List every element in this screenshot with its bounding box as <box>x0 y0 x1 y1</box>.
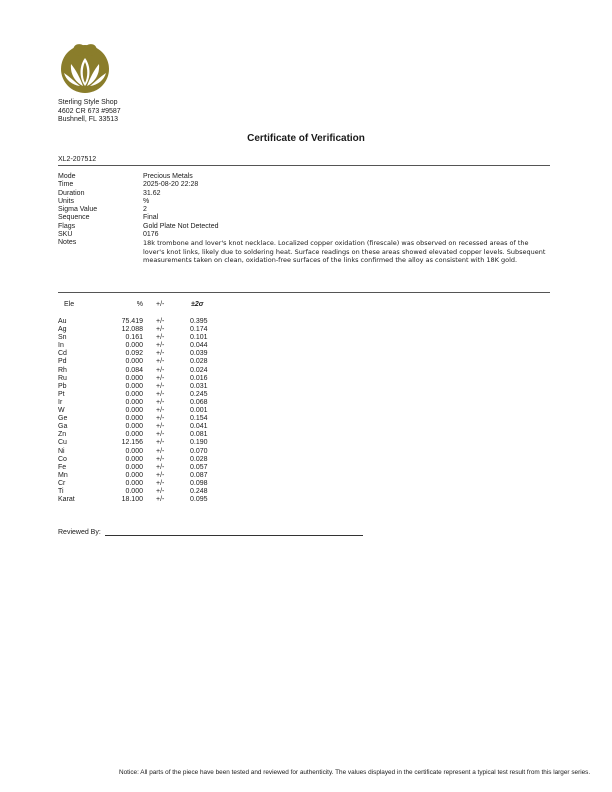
table-row <box>58 415 230 423</box>
element-symbol: Zn <box>58 431 67 439</box>
shop-name: Sterling Style Shop <box>58 99 118 106</box>
element-plusminus: +/- <box>156 463 165 471</box>
element-percent: 0.000 <box>125 407 143 415</box>
element-sigma: 0.041 <box>190 423 208 431</box>
table-row <box>58 456 230 464</box>
table-row <box>58 358 230 366</box>
element-percent: 0.000 <box>125 342 143 350</box>
element-sigma: 0.248 <box>190 487 208 495</box>
meta-label: Mode <box>58 173 76 180</box>
reference-number: XL2-207512 <box>58 156 97 163</box>
element-symbol: Ge <box>58 415 68 423</box>
meta-row-sigma <box>58 206 550 214</box>
element-sigma: 0.095 <box>190 496 208 504</box>
meta-value: % <box>143 197 150 205</box>
element-plusminus: +/- <box>156 390 165 398</box>
table-row <box>58 464 230 472</box>
element-percent: 0.000 <box>125 447 143 455</box>
element-percent: 0.000 <box>125 390 143 398</box>
element-percent: 75.419 <box>121 318 143 325</box>
element-sigma: 0.039 <box>190 350 208 358</box>
element-sigma: 0.028 <box>190 358 208 366</box>
element-sigma: 0.068 <box>190 398 208 406</box>
element-plusminus: +/- <box>156 471 165 479</box>
element-table <box>58 301 230 504</box>
header-sigma: ±2σ <box>191 301 204 308</box>
header-pct: % <box>136 301 143 308</box>
table-row <box>58 375 230 383</box>
element-sigma: 0.081 <box>190 431 208 439</box>
element-symbol: Cr <box>58 479 66 487</box>
element-percent: 0.000 <box>125 471 143 479</box>
element-symbol: Pd <box>58 358 67 366</box>
element-sigma: 0.101 <box>190 334 208 342</box>
notice-text: Notice: All parts of the piece have been tested and reviewed for authenticity. The values displayed in the certificate represent a typical test result from this larger series. <box>119 769 591 776</box>
meta-row-mode <box>58 173 550 181</box>
element-symbol: Ti <box>58 487 64 495</box>
table-row <box>58 391 230 399</box>
element-percent: 0.084 <box>125 366 143 374</box>
meta-row-flags <box>58 223 550 231</box>
element-percent: 18.100 <box>121 496 143 504</box>
meta-value: Gold Plate Not Detected <box>143 222 219 230</box>
divider-middle <box>58 292 550 293</box>
element-sigma: 0.031 <box>190 382 208 390</box>
element-plusminus: +/- <box>156 447 165 455</box>
notes-text: 18k trombone and lover's knot necklace. Localized copper oxidation (firescale) was observed on recessed areas of the lover's knot links, likely due to soldering heat. Surface readings on these areas showed elevated copper levels. Subsequent measurements taken on clean, oxidation-free surfaces of the links confirmed the alloy as consistent with 18K gold. <box>143 239 546 264</box>
table-row <box>58 448 230 456</box>
table-row <box>58 350 230 358</box>
metadata-block <box>58 173 550 264</box>
meta-label: Units <box>58 197 74 205</box>
element-plusminus: +/- <box>156 455 165 463</box>
table-row <box>58 439 230 447</box>
meta-row-duration <box>58 190 550 198</box>
element-symbol: Ru <box>58 374 67 382</box>
signature-line <box>105 529 363 536</box>
element-plusminus: +/- <box>156 415 165 423</box>
element-symbol: W <box>58 407 65 415</box>
element-plusminus: +/- <box>156 342 165 350</box>
element-percent: 0.161 <box>125 334 143 342</box>
element-sigma: 0.190 <box>190 439 208 447</box>
lotus-logo-icon <box>58 40 112 94</box>
shop-address-line2: Bushnell, FL 33513 <box>58 116 119 124</box>
element-percent: 0.000 <box>125 431 143 439</box>
element-plusminus: +/- <box>156 318 165 325</box>
table-row <box>58 318 230 326</box>
table-row <box>58 407 230 415</box>
element-plusminus: +/- <box>156 334 165 342</box>
element-plusminus: +/- <box>156 431 165 439</box>
element-plusminus: +/- <box>156 358 165 366</box>
element-plusminus: +/- <box>156 350 165 358</box>
table-row <box>58 342 230 350</box>
element-symbol: Ir <box>58 398 63 406</box>
element-symbol: Au <box>58 318 67 325</box>
element-symbol: Pb <box>58 382 67 390</box>
element-percent: 0.092 <box>125 350 143 358</box>
element-symbol: Sn <box>58 334 67 342</box>
meta-value: 0176 <box>143 231 159 239</box>
meta-row-units <box>58 198 550 206</box>
meta-label: SKU <box>58 231 73 239</box>
table-row <box>58 431 230 439</box>
element-plusminus: +/- <box>156 398 165 406</box>
element-sigma: 0.098 <box>190 479 208 487</box>
table-row <box>58 423 230 431</box>
element-percent: 0.000 <box>125 463 143 471</box>
element-percent: 0.000 <box>125 479 143 487</box>
element-sigma: 0.016 <box>190 374 208 382</box>
element-symbol: Mn <box>58 471 68 479</box>
element-percent: 0.000 <box>125 358 143 366</box>
meta-value: 31.62 <box>143 189 161 197</box>
element-sigma: 0.001 <box>190 407 208 415</box>
certificate-title: Certificate of Verification <box>247 133 365 144</box>
element-symbol: Ni <box>58 447 65 455</box>
element-plusminus: +/- <box>156 326 165 334</box>
element-sigma: 0.070 <box>190 447 208 455</box>
element-sigma: 0.174 <box>190 326 208 334</box>
meta-label: Sequence <box>58 214 90 222</box>
meta-row-time <box>58 181 550 189</box>
meta-value: 2 <box>143 206 147 214</box>
element-sigma: 0.087 <box>190 471 208 479</box>
element-symbol: Co <box>58 455 67 463</box>
meta-row-sku <box>58 231 550 239</box>
table-row <box>58 383 230 391</box>
table-row <box>58 488 230 496</box>
meta-label: Time <box>58 181 74 189</box>
element-percent: 12.156 <box>121 439 143 447</box>
element-plusminus: +/- <box>156 487 165 495</box>
shop-address <box>58 99 121 125</box>
element-sigma: 0.154 <box>190 415 208 423</box>
reviewed-by-label: Reviewed By: <box>58 529 101 536</box>
table-row <box>58 367 230 375</box>
divider-top <box>58 165 550 166</box>
element-sigma: 0.057 <box>190 463 208 471</box>
header-ele: Ele <box>64 301 75 308</box>
element-plusminus: +/- <box>156 407 165 415</box>
reviewed-by <box>58 529 363 536</box>
element-percent: 0.000 <box>125 415 143 423</box>
element-percent: 0.000 <box>125 423 143 431</box>
element-plusminus: +/- <box>156 382 165 390</box>
element-symbol: Ag <box>58 326 67 334</box>
element-symbol: Pt <box>58 390 65 398</box>
element-symbol: Fe <box>58 463 67 471</box>
shop-address-line1: 4602 CR 673 #9587 <box>58 107 121 115</box>
element-sigma: 0.044 <box>190 342 208 350</box>
meta-value: 2025-08-20 22:28 <box>143 181 199 189</box>
element-percent: 0.000 <box>125 455 143 463</box>
element-plusminus: +/- <box>156 496 165 504</box>
element-symbol: Ga <box>58 423 68 431</box>
element-plusminus: +/- <box>156 423 165 431</box>
element-symbol: Karat <box>58 496 75 504</box>
element-symbol: Rh <box>58 366 67 374</box>
table-header <box>58 301 230 318</box>
table-row <box>58 496 230 504</box>
element-plusminus: +/- <box>156 479 165 487</box>
element-plusminus: +/- <box>156 366 165 374</box>
element-percent: 12.088 <box>121 326 143 334</box>
element-sigma: 0.028 <box>190 455 208 463</box>
meta-value: Final <box>143 214 159 222</box>
meta-label: Flags <box>58 222 76 230</box>
element-symbol: Cu <box>58 439 67 447</box>
meta-row-sequence <box>58 214 550 222</box>
meta-row-notes <box>58 239 550 264</box>
element-percent: 0.000 <box>125 487 143 495</box>
element-percent: 0.000 <box>125 382 143 390</box>
meta-label: Notes <box>58 239 77 247</box>
meta-label: Duration <box>58 189 85 197</box>
header-pm: +/- <box>156 301 165 308</box>
table-row <box>58 480 230 488</box>
meta-value: Precious Metals <box>143 173 193 180</box>
element-percent: 0.000 <box>125 398 143 406</box>
table-row <box>58 326 230 334</box>
table-row <box>58 472 230 480</box>
element-sigma: 0.395 <box>190 318 208 325</box>
element-symbol: Cd <box>58 350 67 358</box>
meta-label: Sigma Value <box>58 206 98 214</box>
element-percent: 0.000 <box>125 374 143 382</box>
table-row <box>58 334 230 342</box>
table-body <box>58 318 230 504</box>
table-row <box>58 399 230 407</box>
element-plusminus: +/- <box>156 374 165 382</box>
element-symbol: In <box>58 342 64 350</box>
element-plusminus: +/- <box>156 439 165 447</box>
element-sigma: 0.024 <box>190 366 208 374</box>
element-sigma: 0.245 <box>190 390 208 398</box>
